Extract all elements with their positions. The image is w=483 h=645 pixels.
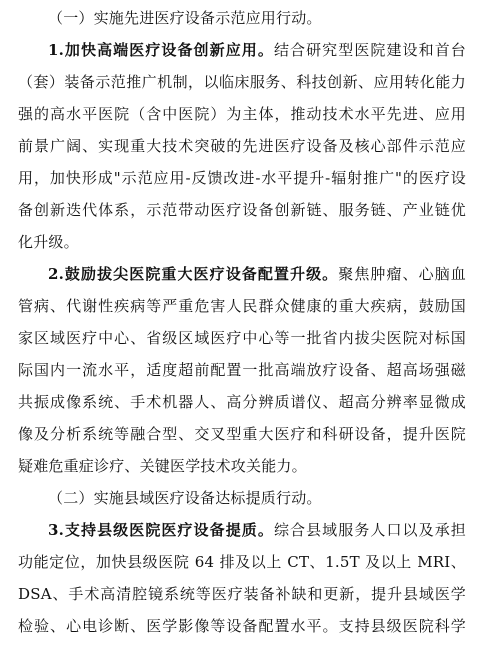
line-text: 家区域医疗中心、省级区域医疗中心等一批省内拔尖医院对标国: [18, 329, 466, 347]
paragraph-line: [18, 232, 466, 252]
paragraph-line: [18, 392, 466, 412]
paragraph-line: [18, 296, 466, 316]
line-text: （套）装备示范推广机制，以临床服务、科技创新、应用转化能力: [18, 73, 466, 91]
paragraph-line: [18, 552, 466, 572]
paragraph-line: [18, 616, 466, 636]
paragraph-line: [18, 200, 466, 220]
paragraph-line: [48, 264, 466, 284]
line-text: 共振成像系统、手术机器人、高分辨质谱仪、超高分辨率显微成: [18, 393, 466, 411]
paragraph-line: [18, 168, 466, 188]
line-text: 备创新迭代体系，示范带动医疗设备创新链、服务链、产业链优: [18, 201, 466, 219]
line-text: （一）实施先进医疗设备示范应用行动。: [48, 9, 322, 27]
section-heading-1: [48, 8, 466, 28]
item-heading-1: 1.加快高端医疗设备创新应用。: [48, 41, 274, 59]
line-text: 检验、心电诊断、医学影像等设备配置水平。支持县级医院科学: [18, 617, 466, 635]
line-text: 结合研究型医院建设和首台: [273, 41, 466, 59]
paragraph-line: [18, 328, 466, 348]
line-text: 综合县域服务人口以及承担: [273, 521, 466, 539]
paragraph-line: [18, 456, 466, 476]
paragraph-line: [18, 360, 466, 380]
paragraph-line: [18, 136, 466, 156]
item-heading-3: 3.支持县级医院医疗设备提质。: [48, 521, 274, 539]
line-text: 像及分析系统等融合型、交叉型重大医疗和科研设备，提升医院: [18, 425, 466, 443]
line-text: 疑难危重症诊疗、关键医学技术攻关能力。: [18, 457, 307, 475]
paragraph-line: [18, 584, 466, 604]
paragraph-line: [48, 520, 466, 540]
line-text: 聚焦肿瘤、心脑血: [338, 265, 466, 283]
line-text: （二）实施县域医疗设备达标提质行动。: [48, 489, 322, 507]
paragraph-line: [48, 40, 466, 60]
line-text: 功能定位，加快县级医院 64 排及以上 CT、1.5T 及以上 MRI、: [18, 553, 466, 571]
line-text: 际国内一流水平，适度超前配置一批高端放疗设备、超高场强磁: [18, 361, 466, 379]
line-text: 用，加快形成"示范应用-反馈改进-水平提升-辐射推广"的医疗设: [18, 169, 466, 187]
line-text: 管病、代谢性疾病等严重危害人民群众健康的重大疾病，鼓励国: [18, 297, 466, 315]
paragraph-line: [18, 104, 466, 124]
line-text: 强的高水平医院（含中医院）为主体，推动技术水平先进、应用: [18, 105, 466, 123]
line-text: 前景广阔、实现重大技术突破的先进医疗设备及核心部件示范应: [18, 137, 466, 155]
paragraph-line: [18, 72, 466, 92]
line-text: 化升级。: [18, 233, 79, 251]
paragraph-line: [18, 424, 466, 444]
section-heading-2: [48, 488, 466, 508]
line-text: DSA、手术高清腔镜系统等医疗装备补缺和更新，提升县域医学: [18, 585, 466, 603]
item-heading-2: 2.鼓励拔尖医院重大医疗设备配置升级。: [48, 265, 339, 283]
